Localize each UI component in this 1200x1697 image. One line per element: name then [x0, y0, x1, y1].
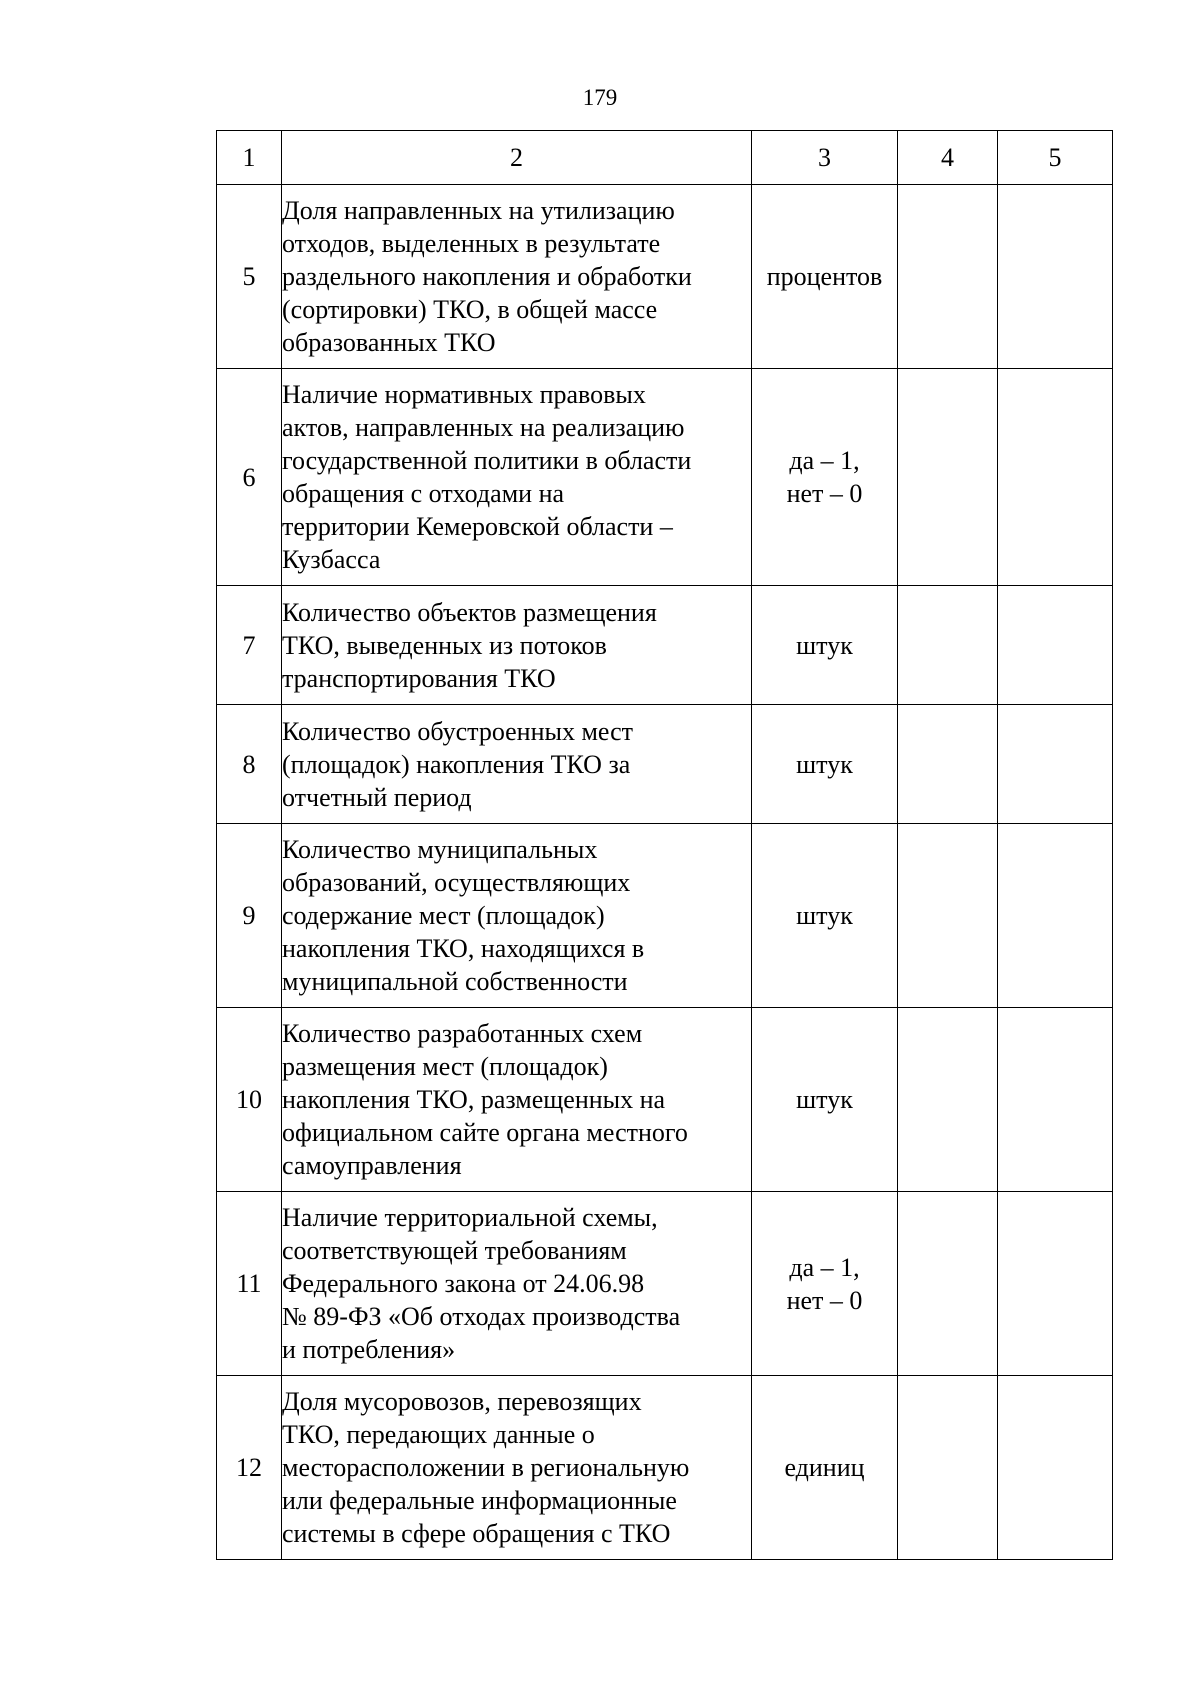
unit-of-measure: штук: [752, 824, 898, 1008]
value-cell-4: [898, 586, 998, 705]
table-header-row: [217, 131, 1113, 185]
table-row: [217, 1008, 1113, 1192]
unit-of-measure: да – 1, нет – 0: [752, 1192, 898, 1376]
value-cell-4: [898, 369, 998, 586]
table-row: [217, 705, 1113, 824]
table-row: [217, 185, 1113, 369]
value-cell-4: [898, 185, 998, 369]
header-col-1: 1: [217, 131, 282, 185]
table-row: [217, 824, 1113, 1008]
value-cell-5: [998, 1008, 1113, 1192]
row-number: 12: [217, 1376, 282, 1560]
unit-of-measure: штук: [752, 586, 898, 705]
value-cell-4: [898, 1192, 998, 1376]
table-row: [217, 369, 1113, 586]
value-cell-5: [998, 185, 1113, 369]
value-cell-5: [998, 1192, 1113, 1376]
unit-of-measure: да – 1, нет – 0: [752, 369, 898, 586]
value-cell-4: [898, 824, 998, 1008]
header-col-2: 2: [282, 131, 752, 185]
row-number: 7: [217, 586, 282, 705]
indicator-name: Доля направленных на утилизацию отходов, выделенных в результате раздельного накопления и обработки (сортировки) ТКО, в общей массе образованных ТКО: [282, 185, 752, 369]
table-row: [217, 586, 1113, 705]
indicator-name: Количество обустроенных мест (площадок) накопления ТКО за отчетный период: [282, 705, 752, 824]
page-number: 179: [582, 85, 618, 110]
unit-of-measure: единиц: [752, 1376, 898, 1560]
table-row: [217, 1192, 1113, 1376]
unit-of-measure: штук: [752, 705, 898, 824]
row-number: 9: [217, 824, 282, 1008]
row-number: 6: [217, 369, 282, 586]
value-cell-5: [998, 586, 1113, 705]
header-col-5: 5: [998, 131, 1113, 185]
indicator-name: Количество объектов размещения ТКО, выведенных из потоков транспортирования ТКО: [282, 586, 752, 705]
indicator-name: Наличие нормативных правовых актов, направленных на реализацию государственной политики в области обращения с отходами на территории Кемеровской области – Кузбасса: [282, 369, 752, 586]
indicator-name: Количество муниципальных образований, осуществляющих содержание мест (площадок) накопления ТКО, находящихся в муниципальной собственности: [282, 824, 752, 1008]
unit-of-measure: штук: [752, 1008, 898, 1192]
row-number: 10: [217, 1008, 282, 1192]
unit-of-measure: процентов: [752, 185, 898, 369]
value-cell-5: [998, 824, 1113, 1008]
indicator-name: Доля мусоровозов, перевозящих ТКО, передающих данные о месторасположении в региональную или федеральные информационные системы в сфере обращения с ТКО: [282, 1376, 752, 1560]
value-cell-5: [998, 369, 1113, 586]
table-row: [217, 1376, 1113, 1560]
header-col-3: 3: [752, 131, 898, 185]
header-col-4: 4: [898, 131, 998, 185]
value-cell-5: [998, 1376, 1113, 1560]
indicators-table: [216, 130, 1113, 1560]
row-number: 11: [217, 1192, 282, 1376]
value-cell-4: [898, 705, 998, 824]
row-number: 5: [217, 185, 282, 369]
value-cell-4: [898, 1008, 998, 1192]
row-number: 8: [217, 705, 282, 824]
value-cell-5: [998, 705, 1113, 824]
indicator-name: Количество разработанных схем размещения мест (площадок) накопления ТКО, размещенных на официальном сайте органа местного самоуправления: [282, 1008, 752, 1192]
value-cell-4: [898, 1376, 998, 1560]
indicator-name: Наличие территориальной схемы, соответствующей требованиям Федерального закона от 24.06.98 № 89-ФЗ «Об отходах производства и потребления»: [282, 1192, 752, 1376]
